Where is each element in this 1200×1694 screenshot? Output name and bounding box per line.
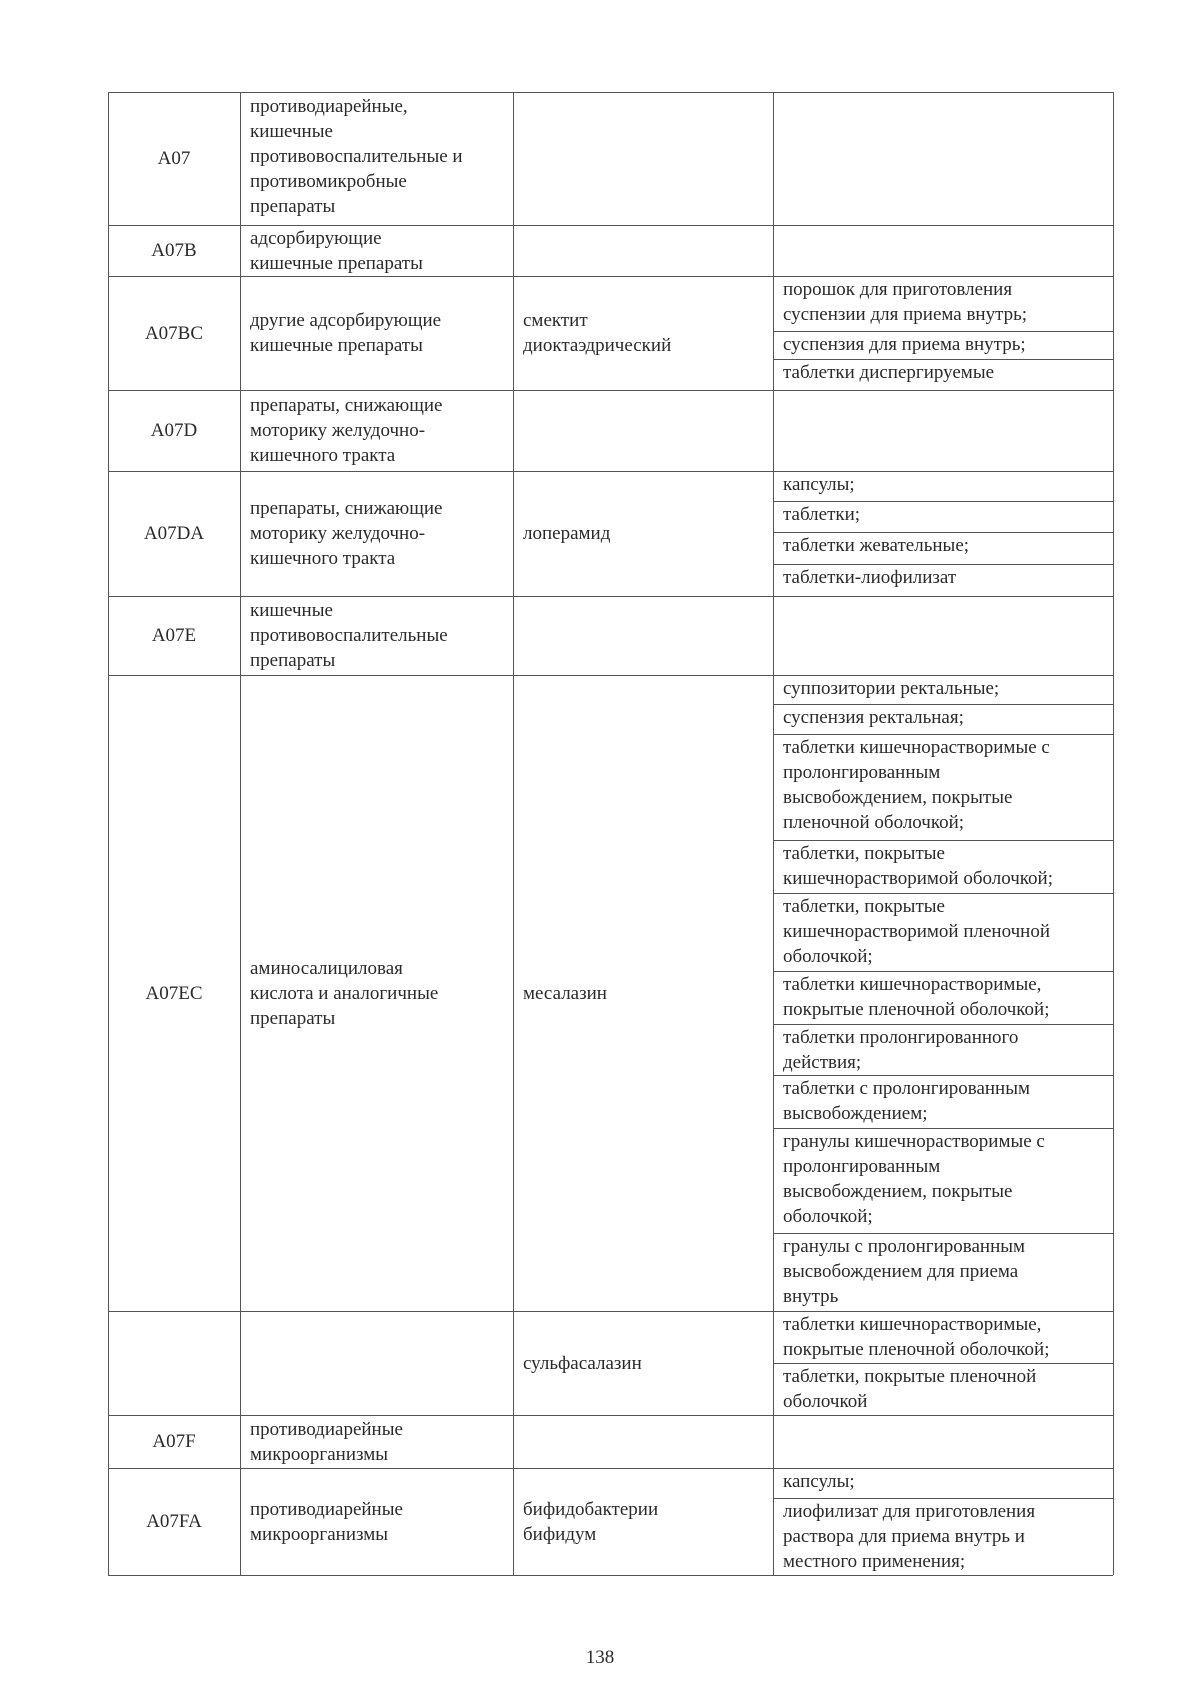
dosage-form-item: лиофилизат для приготовления раствора для приема внутрь и местного применения;	[783, 1501, 1036, 1572]
group-name-cell: противодиарейные микроорганизмы	[250, 1498, 403, 1545]
dosage-form-rule	[773, 1128, 1113, 1129]
dosage-form-rule	[773, 359, 1113, 360]
drug-name-cell	[513, 92, 773, 225]
drug-name-cell: смектит диоктаэдрический	[523, 310, 672, 356]
dosage-form-item: таблетки-лиофилизат	[783, 567, 957, 588]
dosage-form-item: таблетки кишечнорастворимые, покрытые пленочной оболочкой;	[783, 1314, 1050, 1360]
dosage-form-item: гранулы с пролонгированным высвобождением для приема внутрь	[783, 1236, 1026, 1307]
dosage-form-rule	[773, 704, 1113, 705]
atc-code-cell: А07DA	[143, 523, 205, 544]
atc-code-cell: А07ЕС	[145, 982, 203, 1004]
dosage-form-rule	[773, 564, 1113, 565]
atc-code-cell	[108, 1311, 240, 1415]
dosage-form-rule	[773, 1024, 1113, 1025]
dosage-form-rule	[773, 1363, 1113, 1364]
dosage-form-rule	[773, 501, 1113, 502]
dosage-form-item: таблетки, покрытые кишечнорастворимой оболочкой;	[783, 843, 1054, 889]
dosage-form-rule	[773, 1498, 1113, 1499]
dosage-form-item: таблетки;	[783, 504, 861, 525]
dosage-form-item: суспензия ректальная;	[783, 707, 964, 728]
atc-code-cell: А07F	[152, 1431, 196, 1452]
atc-code-cell: А07Е	[151, 625, 197, 646]
group-name-cell: противодиарейные микроорганизмы	[250, 1418, 403, 1465]
dosage-form-item: таблетки жевательные;	[783, 535, 970, 556]
dosage-form-item: гранулы кишечнорастворимые с пролонгированным высвобождением, покрытые оболочкой;	[783, 1131, 1045, 1227]
dosage-form-rule	[773, 1233, 1113, 1234]
dosage-form-item: таблетки кишечнорастворимые, покрытые пленочной оболочкой;	[783, 974, 1050, 1020]
drug-name-cell	[513, 225, 773, 276]
atc-code-cell: А07В	[151, 240, 197, 261]
group-name-cell: адсорбирующие кишечные препараты	[250, 227, 423, 274]
dosage-form-item: таблетки с пролонгированным высвобождением;	[783, 1078, 1031, 1124]
group-name-cell: препараты, снижающие моторику желудочно- кишечного тракта	[250, 498, 443, 569]
group-name-cell: кишечные противовоспалительные препараты	[250, 600, 448, 671]
dosage-form-item: порошок для приготовления суспензии для приема внутрь;	[783, 279, 1028, 325]
dosage-form-item: таблетки диспергируемые	[783, 362, 995, 383]
dosage-form-rule	[773, 734, 1113, 735]
drug-name-cell	[513, 596, 773, 675]
dosage-form-item: таблетки, покрытые пленочной оболочкой	[783, 1366, 1037, 1412]
dosage-form-item: суспензия для приема внутрь;	[783, 334, 1026, 355]
dosage-form-item: суппозитории ректальные;	[783, 678, 1000, 699]
dosage-form-item: таблетки, покрытые кишечнорастворимой пленочной оболочкой;	[783, 896, 1050, 967]
drug-name-cell	[513, 390, 773, 471]
dosage-form-rule	[773, 532, 1113, 533]
drug-name-cell: бифидобактерии бифидум	[523, 1498, 659, 1545]
atc-code-cell: А07	[157, 148, 191, 169]
atc-code-cell: А07D	[150, 420, 198, 441]
column-rule	[1113, 92, 1114, 1575]
dosage-form-item: капсулы;	[783, 474, 855, 495]
atc-code-cell: А07ВС	[144, 322, 204, 344]
drug-name-cell: лоперамид	[523, 523, 611, 544]
dosage-form-rule	[773, 971, 1113, 972]
group-name-cell	[240, 1311, 513, 1415]
drug-name-cell	[513, 1415, 773, 1468]
page-number: 138	[585, 1647, 615, 1668]
dosage-form-rule	[773, 1075, 1113, 1076]
dosage-form-rule	[773, 331, 1113, 332]
group-name-cell: препараты, снижающие моторику желудочно- кишечного тракта	[250, 395, 443, 466]
dosage-form-item: таблетки кишечнорастворимые с пролонгированным высвобождением, покрытые пленочной оболочкой;	[783, 737, 1050, 833]
dosage-form-rule	[773, 893, 1113, 894]
atc-code-cell: А07FA	[146, 1511, 202, 1532]
drug-name-cell: сульфасалазин	[523, 1352, 642, 1374]
group-name-cell: аминосалициловая кислота и аналогичные препараты	[250, 957, 439, 1029]
dosage-form-item: таблетки пролонгированного действия;	[783, 1027, 1019, 1073]
dosage-form-rule	[773, 840, 1113, 841]
group-name-cell: противодиарейные, кишечные противовоспалительные и противомикробные препараты	[250, 96, 463, 217]
row-rule	[108, 1575, 1113, 1576]
drug-name-cell: месалазин	[523, 982, 607, 1004]
dosage-form-item: капсулы;	[783, 1471, 855, 1492]
group-name-cell: другие адсорбирующие кишечные препараты	[250, 310, 442, 356]
